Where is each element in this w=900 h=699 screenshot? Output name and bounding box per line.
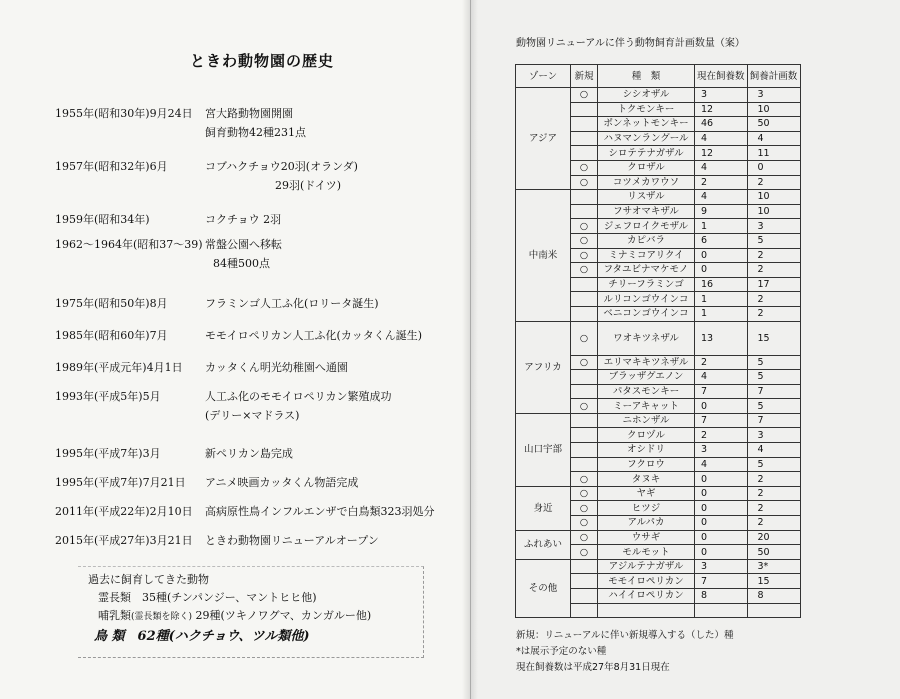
plan-page — [470, 0, 900, 699]
species-cell: シロテテナガザル — [598, 146, 695, 161]
event-date: 1955年(昭和30年)9月24日 — [55, 107, 193, 120]
plan-table — [515, 64, 801, 618]
current-count-cell: 3 — [695, 559, 748, 574]
new-flag-cell — [571, 370, 598, 385]
new-flag-cell — [571, 559, 598, 574]
planned-count-cell: 20 — [747, 530, 800, 545]
species-cell: カピバラ — [598, 233, 695, 248]
current-count-cell: 4 — [695, 160, 748, 175]
species-cell: ブラッザグエノン — [598, 370, 695, 385]
new-flag-cell — [571, 603, 598, 618]
header-species: 種 類 — [598, 65, 695, 88]
new-flag-cell: ○ — [571, 321, 598, 355]
table-row — [516, 559, 801, 574]
new-flag-cell: ○ — [571, 501, 598, 516]
planned-count-cell: 5 — [747, 399, 800, 414]
planned-count-cell: 10 — [747, 102, 800, 117]
planned-count-cell: 10 — [747, 204, 800, 219]
zone-cell: アジア — [516, 88, 571, 190]
header-zone: ゾーン — [516, 65, 571, 88]
zone-cell: 山口宇部 — [516, 413, 571, 486]
new-flag-cell — [571, 117, 598, 132]
new-flag-cell: ○ — [571, 233, 598, 248]
event-date: 1959年(昭和34年) — [55, 213, 150, 226]
timeline-event — [55, 444, 465, 463]
zone-cell: 中南米 — [516, 190, 571, 321]
page-gutter — [462, 0, 478, 699]
species-cell: ボンネットモンキー — [598, 117, 695, 132]
current-count-cell: 0 — [695, 472, 748, 487]
planned-count-cell: 5 — [747, 355, 800, 370]
planned-count-cell: 2 — [747, 516, 800, 531]
note-asterisk: *は展示予定のない種 — [516, 646, 607, 657]
table-row — [516, 190, 801, 205]
planned-count-cell: 2 — [747, 472, 800, 487]
planned-count-cell: 4 — [747, 131, 800, 146]
current-count-cell: 0 — [695, 501, 748, 516]
species-cell: ハヌマンラングール — [598, 131, 695, 146]
zone-cell: ふれあい — [516, 530, 571, 559]
current-count-cell — [695, 603, 748, 618]
planned-count-cell: 11 — [747, 146, 800, 161]
current-count-cell: 0 — [695, 516, 748, 531]
event-text: 高病原性鳥インフルエンザで白鳥類323羽処分 — [205, 505, 435, 518]
species-cell: タヌキ — [598, 472, 695, 487]
current-count-cell: 2 — [695, 175, 748, 190]
current-count-cell: 0 — [695, 263, 748, 278]
plan-table-title: 動物園リニューアルに伴う動物飼育計画数量（案） — [516, 38, 745, 49]
timeline-event — [55, 531, 465, 550]
current-count-cell: 8 — [695, 589, 748, 604]
planned-count-cell: 50 — [747, 545, 800, 560]
species-cell: ルリコンゴウインコ — [598, 292, 695, 307]
species-cell: モルモット — [598, 545, 695, 560]
planned-count-cell: 2 — [747, 501, 800, 516]
timeline-event — [55, 326, 465, 345]
event-text: 新ペリカン島完成 — [205, 447, 293, 460]
new-flag-cell: ○ — [571, 530, 598, 545]
history-timeline — [55, 104, 465, 550]
timeline-event — [55, 210, 465, 229]
species-cell: パタスモンキー — [598, 384, 695, 399]
current-count-cell: 3 — [695, 443, 748, 458]
timeline-event — [55, 235, 465, 273]
new-flag-cell — [571, 306, 598, 321]
species-cell: クロザル — [598, 160, 695, 175]
current-count-cell: 2 — [695, 355, 748, 370]
event-date: 1989年(平成元年)4月1日 — [55, 361, 183, 374]
new-flag-cell — [571, 204, 598, 219]
planned-count-cell: 5 — [747, 457, 800, 472]
zone-cell: アフリカ — [516, 321, 571, 413]
history-title: ときわ動物園の歴史 — [190, 52, 335, 70]
header-planned: 飼養計画数 — [747, 65, 800, 88]
planned-count-cell — [747, 603, 800, 618]
planned-count-cell: 3 — [747, 428, 800, 443]
current-count-cell: 7 — [695, 574, 748, 589]
planned-count-cell: 2 — [747, 486, 800, 501]
planned-count-cell: 2 — [747, 248, 800, 263]
planned-count-cell: 2 — [747, 263, 800, 278]
past-mammals-note: (霊長類を除く) — [131, 612, 193, 622]
planned-count-cell: 4 — [747, 443, 800, 458]
past-primates: 霊長類 35種(チンパンジー、マントヒヒ他) — [98, 591, 317, 604]
new-flag-cell: ○ — [571, 160, 598, 175]
current-count-cell: 0 — [695, 486, 748, 501]
new-flag-cell — [571, 413, 598, 428]
species-cell: ハイイロペリカン — [598, 589, 695, 604]
current-count-cell: 7 — [695, 413, 748, 428]
new-flag-cell: ○ — [571, 263, 598, 278]
timeline-event — [55, 358, 465, 377]
new-flag-cell: ○ — [571, 545, 598, 560]
event-date: 1993年(平成5年)5月 — [55, 390, 161, 403]
species-cell: トクモンキー — [598, 102, 695, 117]
current-count-cell: 4 — [695, 131, 748, 146]
event-date: 1962～1964年(昭和37～39) — [55, 238, 203, 251]
past-mammals-count: 29種(ツキノワグマ、カンガルー他) — [192, 609, 372, 622]
new-flag-cell: ○ — [571, 472, 598, 487]
event-date: 1995年(平成7年)7月21日 — [55, 476, 186, 489]
planned-count-cell: 0 — [747, 160, 800, 175]
timeline-event — [55, 104, 465, 142]
event-date: 1995年(平成7年)3月 — [55, 447, 161, 460]
event-text: アニメ映画カッタくん物語完成 — [205, 476, 359, 489]
planned-count-cell: 7 — [747, 384, 800, 399]
planned-count-cell: 50 — [747, 117, 800, 132]
past-mammals — [78, 607, 423, 626]
current-count-cell: 1 — [695, 292, 748, 307]
current-count-cell: 0 — [695, 248, 748, 263]
current-count-cell: 1 — [695, 219, 748, 234]
event-date: 2015年(平成27年)3月21日 — [55, 534, 193, 547]
current-count-cell: 2 — [695, 428, 748, 443]
new-flag-cell — [571, 102, 598, 117]
species-cell: クロヅル — [598, 428, 695, 443]
species-cell: フサオマキザル — [598, 204, 695, 219]
new-flag-cell: ○ — [571, 248, 598, 263]
table-notes — [516, 628, 733, 676]
event-date: 2011年(平成22年)2月10日 — [55, 505, 193, 518]
table-row — [516, 413, 801, 428]
current-count-cell: 0 — [695, 545, 748, 560]
new-flag-cell — [571, 574, 598, 589]
event-text: コブハクチョウ20羽(オランダ) — [205, 160, 358, 173]
zone-cell: 身近 — [516, 486, 571, 530]
event-text: (デリー×マドラス) — [205, 409, 300, 422]
header-current: 現在飼養数 — [695, 65, 748, 88]
table-row — [516, 486, 801, 501]
planned-count-cell: 17 — [747, 277, 800, 292]
new-flag-cell — [571, 190, 598, 205]
event-text: 常盤公園へ移転 — [205, 238, 282, 251]
planned-count-cell: 15 — [747, 574, 800, 589]
timeline-event — [55, 502, 465, 521]
planned-count-cell: 8 — [747, 589, 800, 604]
planned-count-cell: 5 — [747, 370, 800, 385]
current-count-cell: 0 — [695, 399, 748, 414]
planned-count-cell: 10 — [747, 190, 800, 205]
new-flag-cell — [571, 146, 598, 161]
note-date: 現在飼養数は平成27年8月31日現在 — [516, 662, 670, 673]
timeline-event — [55, 294, 465, 313]
past-animals-heading: 過去に飼育してきた動物 — [88, 573, 209, 586]
new-flag-cell — [571, 457, 598, 472]
event-text: 29羽(ドイツ) — [275, 179, 342, 192]
planned-count-cell: 15 — [747, 321, 800, 355]
event-date: 1957年(昭和32年)6月 — [55, 160, 168, 173]
event-text: コクチョウ 2羽 — [205, 213, 282, 226]
event-text: 宮大路動物園開園 — [205, 107, 293, 120]
species-cell: ミーアキャット — [598, 399, 695, 414]
new-flag-cell — [571, 443, 598, 458]
species-cell: ベニコンゴウインコ — [598, 306, 695, 321]
current-count-cell: 4 — [695, 457, 748, 472]
table-header-row — [516, 65, 801, 88]
current-count-cell: 7 — [695, 384, 748, 399]
species-cell: アジルテナガザル — [598, 559, 695, 574]
new-flag-cell: ○ — [571, 399, 598, 414]
new-flag-cell — [571, 277, 598, 292]
past-birds-handwritten: 鳥 類 62種(ハクチョウ、ツル類他) — [94, 629, 310, 644]
species-cell: ワオキツネザル — [598, 321, 695, 355]
species-cell: フクロウ — [598, 457, 695, 472]
new-flag-cell: ○ — [571, 355, 598, 370]
current-count-cell: 12 — [695, 102, 748, 117]
current-count-cell: 4 — [695, 190, 748, 205]
new-flag-cell: ○ — [571, 175, 598, 190]
current-count-cell: 12 — [695, 146, 748, 161]
table-row — [516, 321, 801, 355]
new-flag-cell: ○ — [571, 516, 598, 531]
species-cell: オシドリ — [598, 443, 695, 458]
current-count-cell: 4 — [695, 370, 748, 385]
event-date: 1975年(昭和50年)8月 — [55, 297, 168, 310]
table-row — [516, 530, 801, 545]
planned-count-cell: 2 — [747, 306, 800, 321]
species-cell: アルパカ — [598, 516, 695, 531]
note-new: 新規：リニューアルに伴い新規導入する（した）種 — [516, 630, 734, 641]
event-date: 1985年(昭和60年)7月 — [55, 329, 168, 342]
planned-count-cell: 5 — [747, 233, 800, 248]
event-text: フラミンゴ人工ふ化(ロリータ誕生) — [205, 297, 379, 310]
species-cell: コツメカワウソ — [598, 175, 695, 190]
event-text: 人工ふ化のモモイロペリカン繁殖成功 — [205, 390, 392, 403]
event-text: ときわ動物園リニューアルオープン — [205, 534, 379, 547]
planned-count-cell: 2 — [747, 292, 800, 307]
species-cell: エリマキキツネザル — [598, 355, 695, 370]
planned-count-cell: 7 — [747, 413, 800, 428]
current-count-cell: 0 — [695, 530, 748, 545]
planned-count-cell: 3* — [747, 559, 800, 574]
current-count-cell: 13 — [695, 321, 748, 355]
timeline-event — [55, 387, 465, 425]
current-count-cell: 46 — [695, 117, 748, 132]
current-count-cell: 1 — [695, 306, 748, 321]
new-flag-cell: ○ — [571, 219, 598, 234]
new-flag-cell — [571, 131, 598, 146]
species-cell: チリーフラミンゴ — [598, 277, 695, 292]
event-text: 飼育動物42種231点 — [205, 126, 306, 139]
table-row — [516, 88, 801, 103]
current-count-cell: 3 — [695, 88, 748, 103]
species-cell: ジェフロイクモザル — [598, 219, 695, 234]
species-cell: ヒツジ — [598, 501, 695, 516]
planned-count-cell: 3 — [747, 219, 800, 234]
current-count-cell: 6 — [695, 233, 748, 248]
species-cell: ウサギ — [598, 530, 695, 545]
planned-count-cell: 2 — [747, 175, 800, 190]
event-text: 84種500点 — [213, 257, 270, 270]
current-count-cell: 16 — [695, 277, 748, 292]
event-text: カッタくん明光幼稚園へ通園 — [205, 361, 348, 374]
species-cell: フタユビナマケモノ — [598, 263, 695, 278]
header-new: 新規 — [571, 65, 598, 88]
species-cell: リスザル — [598, 190, 695, 205]
zone-cell: その他 — [516, 559, 571, 617]
current-count-cell: 9 — [695, 204, 748, 219]
past-animals-box — [78, 566, 424, 658]
timeline-event — [55, 473, 465, 492]
species-cell: モモイロペリカン — [598, 574, 695, 589]
species-cell — [598, 603, 695, 618]
timeline-event — [55, 157, 465, 195]
new-flag-cell — [571, 384, 598, 399]
species-cell: シシオザル — [598, 88, 695, 103]
species-cell: ヤギ — [598, 486, 695, 501]
past-mammals-label: 哺乳類 — [98, 609, 131, 622]
new-flag-cell: ○ — [571, 486, 598, 501]
new-flag-cell — [571, 428, 598, 443]
species-cell: ニホンザル — [598, 413, 695, 428]
new-flag-cell — [571, 589, 598, 604]
species-cell: ミナミコアリクイ — [598, 248, 695, 263]
planned-count-cell: 3 — [747, 88, 800, 103]
event-text: モモイロペリカン人工ふ化(カッタくん誕生) — [205, 329, 423, 342]
new-flag-cell — [571, 292, 598, 307]
new-flag-cell: ○ — [571, 88, 598, 103]
